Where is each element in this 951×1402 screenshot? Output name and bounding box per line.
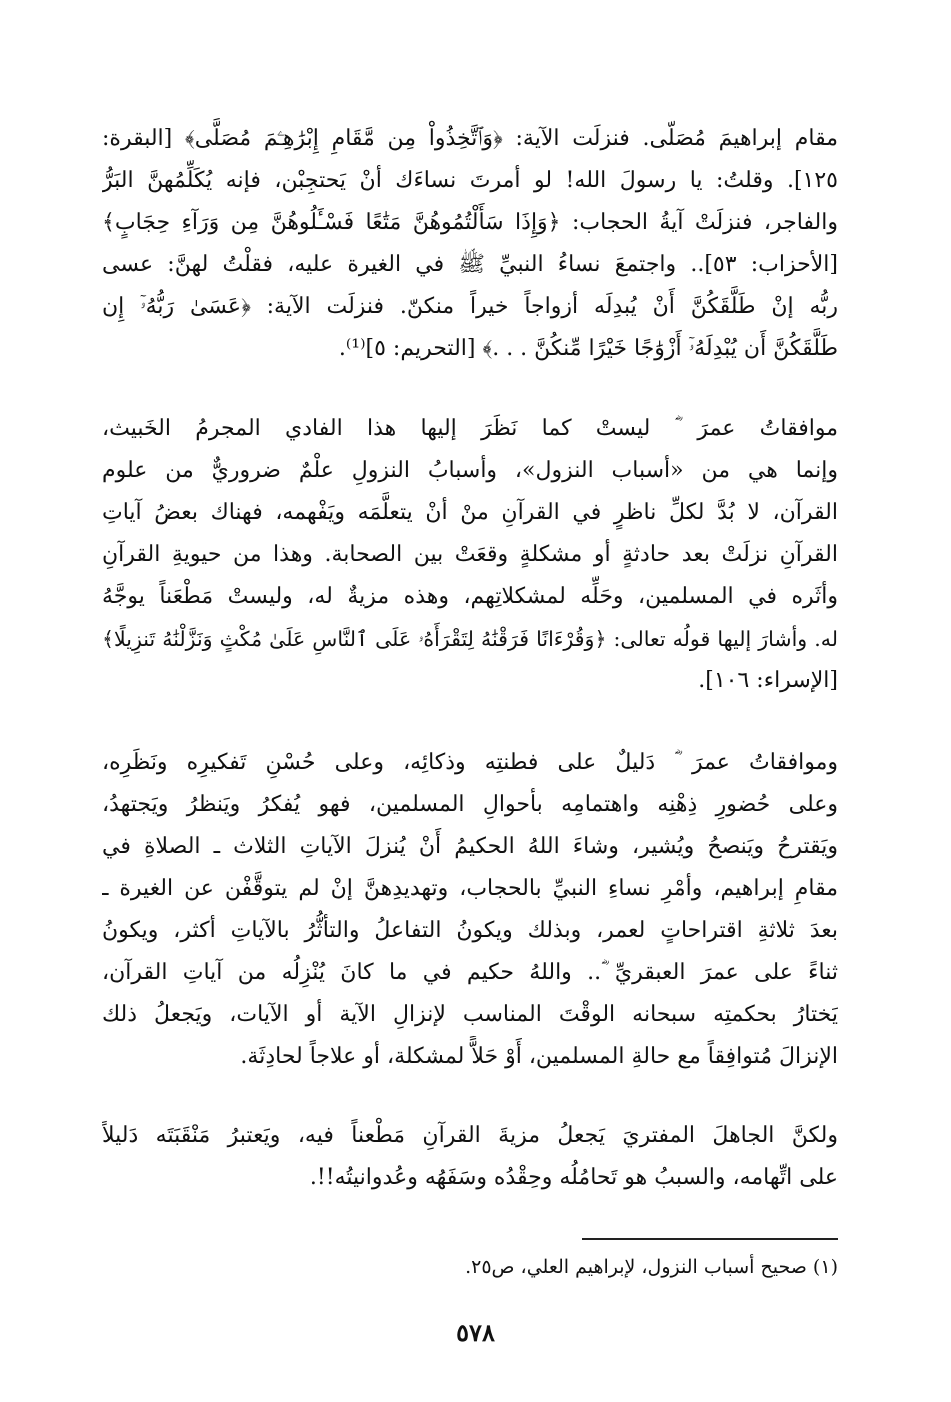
- text-line: [الأحزاب: ٥٣].. واجتمعَ نساءُ النبيِّ ﷺ في الغيرة عليه، فقلْتُ لهنَّ: عسى: [102, 252, 838, 277]
- text-line: والفاجر، فنزلَتْ آيةُ الحجاب: ﴿وَإِذَا سَأَلْتُمُوهُنَّ مَتَٰعًا فَسْـَٔلُوهُنَّ مِن وَرَآءِ حِجَابٍ﴾: [102, 210, 838, 235]
- text-line: له. وأشارَ إليها قولُه تعالى: ﴿وَقُرْءَانًا فَرَقْنَٰهُ لِتَقْرَأَهُۥ عَلَى ٱلنَّاسِ عَلَىٰ مُكْثٍ وَنَزَّلْنَٰهُ تَنزِيلًا﴾: [102, 627, 838, 651]
- text-line: الإنزالَ مُتوافِقاً مع حالةِ المسلمين، أَوْ حَلاًّ لمشكلة، أو علاجاً لحادِثَة.: [240, 1044, 838, 1069]
- text-line: مقامِ إبراهيم، وأمْرِ نساءِ النبيِّ بالحجاب، وتهديدِهنَّ إنْ لم يتوقَّفْن عن الغيرة ـ: [102, 876, 838, 901]
- text-line: وموافقاتُ عمرَ ؓ دَليلٌ على فطنتِه وذكائِه، وعلى حُسْنِ تَفكيرِه ونَظَرِه،: [102, 750, 838, 775]
- text-line: بعدَ ثلاثةِ اقتراحاتٍ لعمر، وبذلك ويكونُ التفاعلُ والتأثُّرُ بالآياتِ أكثر، ويكونُ: [102, 918, 838, 943]
- text-line: ثناءً على عمرَ العبقريِّ ؓ.. واللهُ حكيم في ما كانَ يُنْزِلُه من آياتِ القرآن،: [102, 960, 838, 985]
- paragraph-3: [102, 742, 838, 1078]
- paragraph-4: [102, 1115, 838, 1199]
- text-line: وأثَره في المسلمين، وحَلِّه لمشكلاتِهم، وهذه مزيةٌ له، وليستْ مَطْعَناً يوجَّهُ: [102, 584, 838, 609]
- text-line: ١٢٥]. وقلتُ: يا رسولَ الله! لو أمرتَ نساءَك أنْ يَحتجِبْن، فإنه يُكَلِّمُهنَّ البَرُّ: [102, 168, 838, 193]
- paragraph-2: [102, 408, 838, 702]
- text-line: وإنما هي من «أسباب النزول»، وأسبابُ النزولِ علْمٌ ضروريٌّ من علوم: [102, 458, 838, 483]
- text-line: طَلَّقَكُنَّ أَن يُبْدِلَهُۥٓ أَزْوَٰجًا خَيْرًا مِّنكُنَّ . . .﴾ [التحريم: ٥]⁽¹⁾.: [338, 336, 838, 361]
- page-number: ٥٧٨: [456, 1318, 495, 1347]
- text-line: القرآنِ نزلَتْ بعد حادثةٍ أو مشكلةٍ وقعَتْ بين الصحابة. وهذا من حيويةِ القرآنِ: [102, 542, 838, 567]
- text-line: يَختارُ بحكمتِه سبحانه الوقْتَ المناسب لإنزالِ الآية أو الآيات، ويَجعلُ ذلك: [102, 1002, 838, 1027]
- text-line: [الإسراء: ١٠٦].: [698, 668, 838, 693]
- footnote: (١) صحيح أسباب النزول، لإبراهيم العلي، ص٢٥.: [465, 1256, 838, 1278]
- text-line: ربُّه إنْ طَلَّقَكُنَّ أَنْ يُبدِلَه أزواجاً خيراً منكنّ. فنزلَت الآية: ﴿عَسَىٰ رَبُّهُۥٓ إِن: [102, 294, 838, 319]
- text-line: وعلى حُضورِ ذِهْنِه واهتمامِه بأحوالِ المسلمين، فهو يُفكرُ ويَنظرُ ويَجتهدُ،: [102, 792, 838, 817]
- text-line: مقام إبراهيمَ مُصَلّى. فنزلَت الآية: ﴿وَٱتَّخِذُواْ مِن مَّقَامِ إِبْرَٰهِـۧمَ مُصَلًّى﴾ [البقرة:: [102, 126, 838, 151]
- text-line: ويَقترحُ ويَنصحُ ويُشير، وشاءَ اللهُ الحكيمُ أَنْ يُنزلَ الآياتِ الثلاث ـ الصلاةِ في: [102, 834, 838, 859]
- text-line: على اتِّهامه، والسببُ هو تَحامُلُه وحِقْدُه وسَفَهُه وعُدوانيتُه!!.: [309, 1165, 838, 1190]
- footnote-divider: [582, 1238, 838, 1240]
- text-line: موافقاتُ عمرَ ؓ ليستْ كما نَظَرَ إليها هذا الفادي المجرمُ الخَبيث،: [102, 416, 838, 441]
- text-line: ولكنَّ الجاهلَ المفتريَ يَجعلُ مزيةَ القرآنِ مَطْعناً فيه، ويَعتبرُ مَنْقَبَتَه دَليلاً: [102, 1123, 838, 1148]
- paragraph-1: [102, 118, 838, 370]
- text-line: القرآن، لا بُدَّ لكلِّ ناظرٍ في القرآنِ منْ أنْ يتعلَّمَه ويَفْهمه، فهناك بعضُ آياتِ: [102, 500, 838, 525]
